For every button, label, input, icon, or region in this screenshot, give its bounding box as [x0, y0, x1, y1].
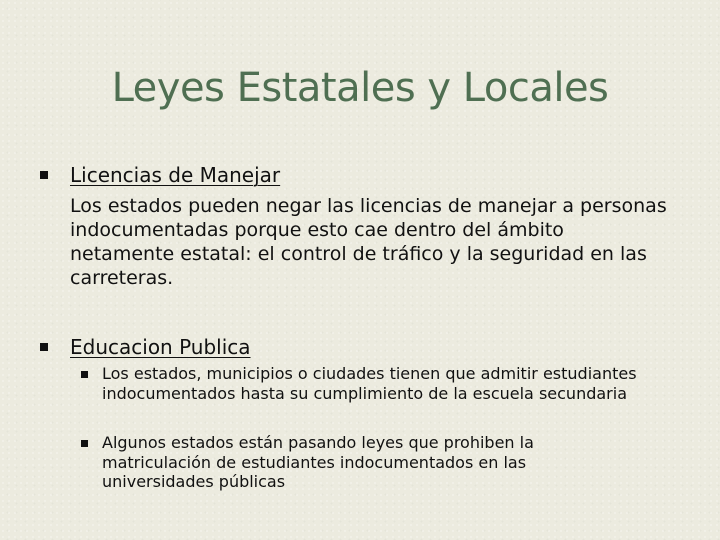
slide-title: Leyes Estatales y Locales [111, 65, 609, 111]
square-bullet-icon [40, 171, 48, 179]
bullet-body-licencias: Los estados pueden negar las licencias de manejar a personas indocumentadas porque esto cae dentro del ámbito netamente estatal: el control de tráfico y la seguridad en las carreteras. [70, 195, 667, 289]
square-bullet-icon [81, 440, 88, 447]
bullet-heading-licencias: Licencias de Manejar [70, 163, 281, 187]
subbullet-matriculacion: Algunos estados están pasando leyes que prohiben la matriculación de estudiantes indocumentados en las universidades públicas [102, 433, 534, 491]
square-bullet-icon [40, 343, 48, 351]
bullet-heading-educacion: Educacion Publica [70, 335, 251, 359]
subbullet-admision: Los estados, municipios o ciudades tienen que admitir estudiantes indocumentados hasta su cumplimiento de la escuela secundaria [102, 364, 637, 403]
square-bullet-icon [81, 371, 88, 378]
